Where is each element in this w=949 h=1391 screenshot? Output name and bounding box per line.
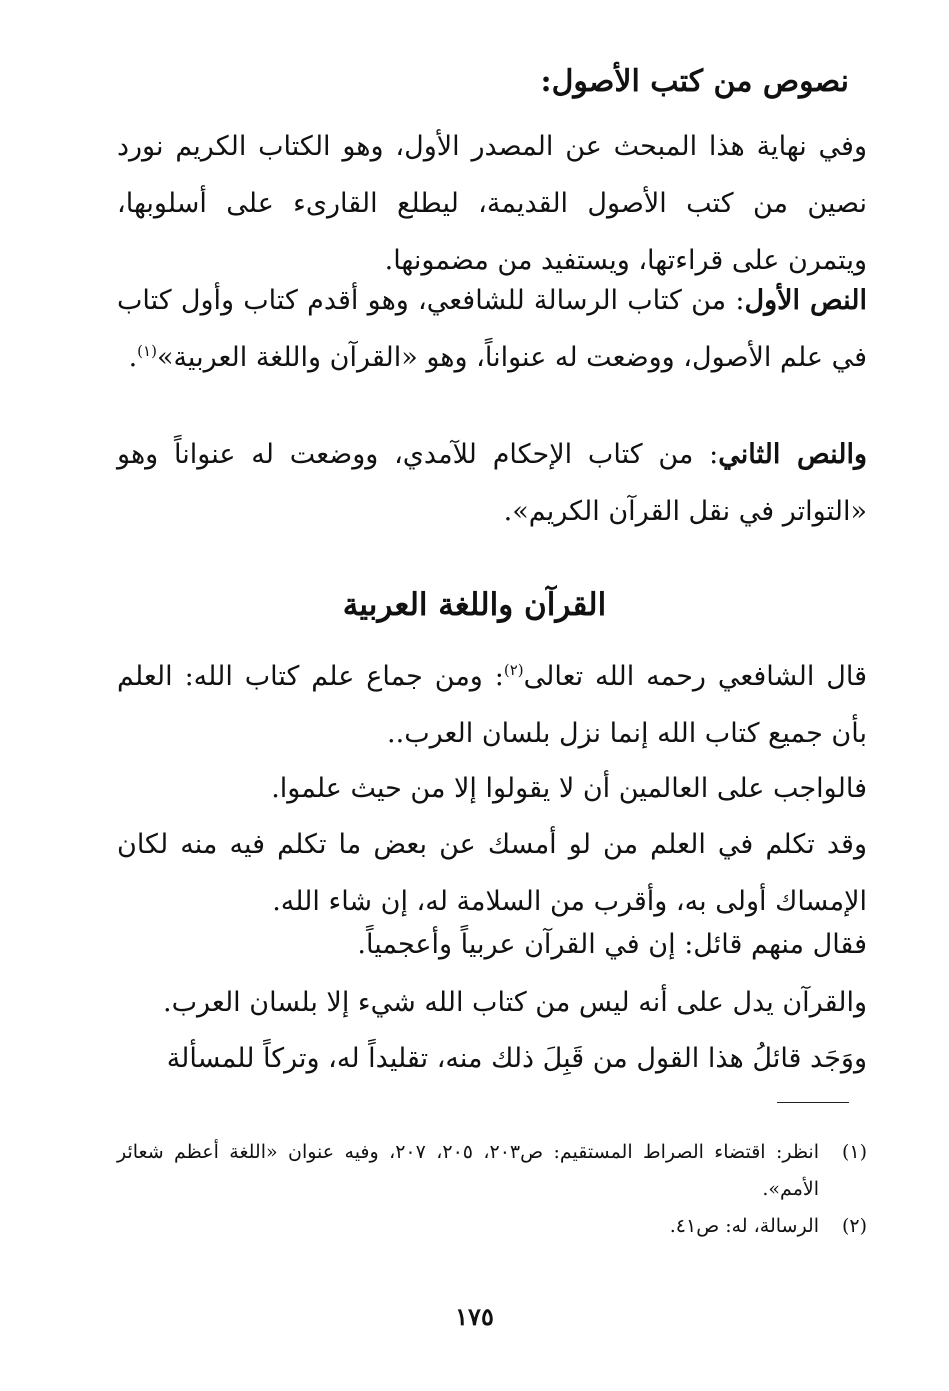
footnote-item [117,1134,867,1208]
paragraph-imitation: ووَجَد قائلُ هذا القول من قَبِلَ ذلك منه، تقليداً له، وتركاً للمسألة [166,1043,867,1074]
second-text-label: والنص الثاني [718,439,868,470]
section-heading-usul-texts: نصوص من كتب الأصول: [540,64,849,99]
shafii-quote-paragraph [117,648,867,762]
footnote-item [117,1208,867,1245]
first-text-paragraph [117,272,867,386]
section-title-quran-arabic: القرآن واللغة العربية [342,587,607,623]
second-text-body: : من كتاب الإحكام للآمدي، ووضعت له عنواناً وهو «التواتر في نقل القرآن الكريم». [117,439,867,527]
paragraph-speaking-knowledge: وقد تكلم في العلم من لو أمسك عن بعض ما تكلم فيه منه لكان الإمساك أولى به، وأقرب من السلامة له، إن شاء الله. [117,829,867,917]
footnote-ref-2: (٢) [503,661,524,679]
footnote-ref-1: (١) [137,342,157,360]
second-text-paragraph [117,426,867,540]
intro-paragraph: وفي نهاية هذا المبحث عن المصدر الأول، وهو الكتاب الكريم نورد نصين من كتب الأصول القديمة، ليطلع القارىء على أسلوبها، ويتمرن على قراءتها، ويستفيد من مضمونها. [117,131,867,276]
paragraph-arabic-tongue: والقرآن يدل على أنه ليس من كتاب الله شيء إلا بلسان العرب. [163,987,867,1018]
paragraph-obligation: فالواجب على العالمين أن لا يقولوا إلا من حيث علموا. [271,773,867,804]
footnote-text: انظر: اقتضاء الصراط المستقيم: ص٢٠٣، ٢٠٥، ٢٠٧، وفيه عنوان «اللغة أعظم شعائر الأمم». [117,1141,820,1200]
footnote-number: (١) [841,1141,867,1163]
first-text-label: النص الأول [744,285,867,316]
first-text-tail: . [128,342,138,373]
page-number: ١٧٥ [455,1302,494,1331]
first-text-body: : من كتاب الرسالة للشافعي، وهو أقدم كتاب وأول كتاب في علم الأصول، ووضعت له عنواناً، وهو «القرآن واللغة العربية» [117,285,867,373]
footnote-divider [777,1102,849,1103]
shafii-quote-start: قال الشافعي رحمه الله تعالى [523,661,867,692]
footnote-number: (٢) [841,1215,867,1237]
footnote-text: الرسالة، له: ص٤١. [669,1215,819,1237]
footnotes-section [117,1134,867,1245]
shafii-quote-rest: : ومن جماع علم كتاب الله: العلم بأن جميع كتاب الله إنما نزل بلسان العرب.. [117,661,867,749]
paragraph-claim-foreign-words: فقال منهم قائل: إن في القرآن عربياً وأعجمياً. [357,929,867,960]
